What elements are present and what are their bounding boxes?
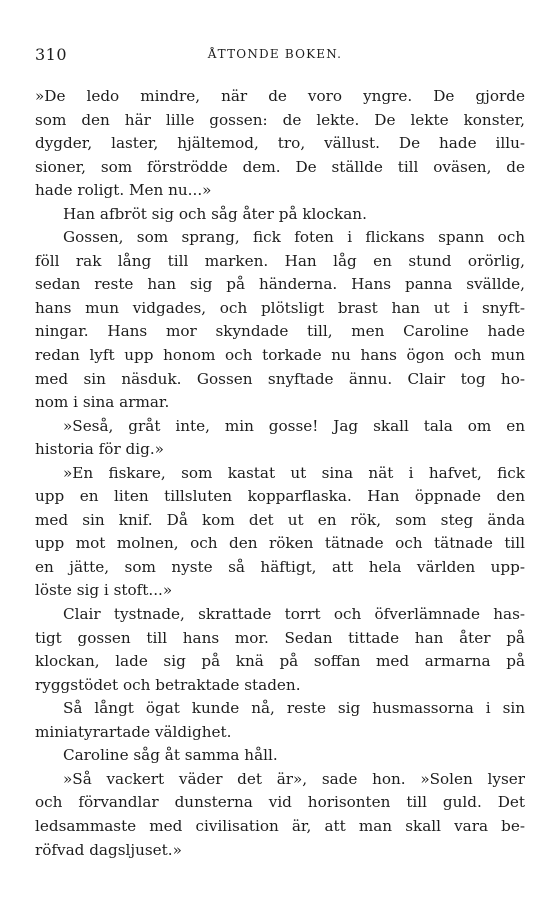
text-line: Han afbröt sig och såg åter på klockan. xyxy=(63,204,367,223)
text-line: ryggstödet och betraktade staden. xyxy=(35,675,301,694)
text-line: klockan, lade sig på knä på soffan med armarna på xyxy=(35,652,525,671)
text-line: ledsammaste med civilisation är, att man skall vara be- xyxy=(35,816,525,835)
text-line: ningar. Hans mor skyndade till, men Caroline hade xyxy=(35,322,525,341)
text-line: »Seså, gråt inte, min gosse! Jag skall tala om en xyxy=(63,416,525,435)
text-line: upp mot molnen, och den röken tätnade och tätnade till xyxy=(35,534,525,553)
text-line: en jätte, som nyste så häftigt, att hela världen upp- xyxy=(35,557,525,576)
text-line: löste sig i stoft...» xyxy=(35,581,173,600)
text-line: redan lyft upp honom och torkade nu hans ögon och mun xyxy=(35,346,525,365)
text-line: med sin näsduk. Gossen snyftade ännu. Clair tog ho- xyxy=(35,369,525,388)
text-line: föll rak lång till marken. Han låg en stund orörlig, xyxy=(35,251,525,270)
text-line: upp en liten tillsluten kopparflaska. Han öppnade den xyxy=(35,487,525,506)
text-line: historia för dig.» xyxy=(35,440,164,459)
text-line: Gossen, som sprang, fick foten i flickans spann och xyxy=(63,228,525,247)
text-line: sioner, som förströdde dem. De ställde till oväsen, de xyxy=(35,157,525,176)
text-line: med sin knif. Då kom det ut en rök, som steg ända xyxy=(35,510,525,529)
page-number: 310 xyxy=(35,45,68,64)
text-line: hade roligt. Men nu...» xyxy=(35,181,212,200)
text-line: och förvandlar dunsterna vid horisonten till guld. Det xyxy=(35,793,525,812)
running-head: ÅTTONDE BOKEN. xyxy=(207,47,343,61)
text-line: som den här lille gossen: de lekte. De lekte konster, xyxy=(35,110,525,129)
text-line: dygder, laster, hjältemod, tro, vällust. De hade illu- xyxy=(35,134,525,153)
text-line: hans mun vidgades, och plötsligt brast han ut i snyft- xyxy=(35,298,525,317)
page-header xyxy=(35,45,515,67)
text-line: »En fiskare, som kastat ut sina nät i hafvet, fick xyxy=(63,463,525,482)
text-line: Caroline såg åt samma håll. xyxy=(63,746,278,765)
text-line: nom i sina armar. xyxy=(35,393,170,412)
text-line: Clair tystnade, skrattade torrt och öfverlämnade has- xyxy=(63,605,525,624)
text-line: Så långt ögat kunde nå, reste sig husmassorna i sin xyxy=(63,699,525,718)
text-line: »De ledo mindre, när de voro yngre. De gjorde xyxy=(35,87,525,105)
text-line: tigt gossen till hans mor. Sedan tittade han åter på xyxy=(35,628,525,647)
body-text xyxy=(35,85,525,862)
text-line: »Så vackert väder det är», sade hon. »Solen lyser xyxy=(63,769,525,788)
text-line: sedan reste han sig på händerna. Hans panna svällde, xyxy=(35,275,525,294)
text-line: miniatyrartade väldighet. xyxy=(35,722,232,741)
text-line: röfvad dagsljuset.» xyxy=(35,840,182,859)
